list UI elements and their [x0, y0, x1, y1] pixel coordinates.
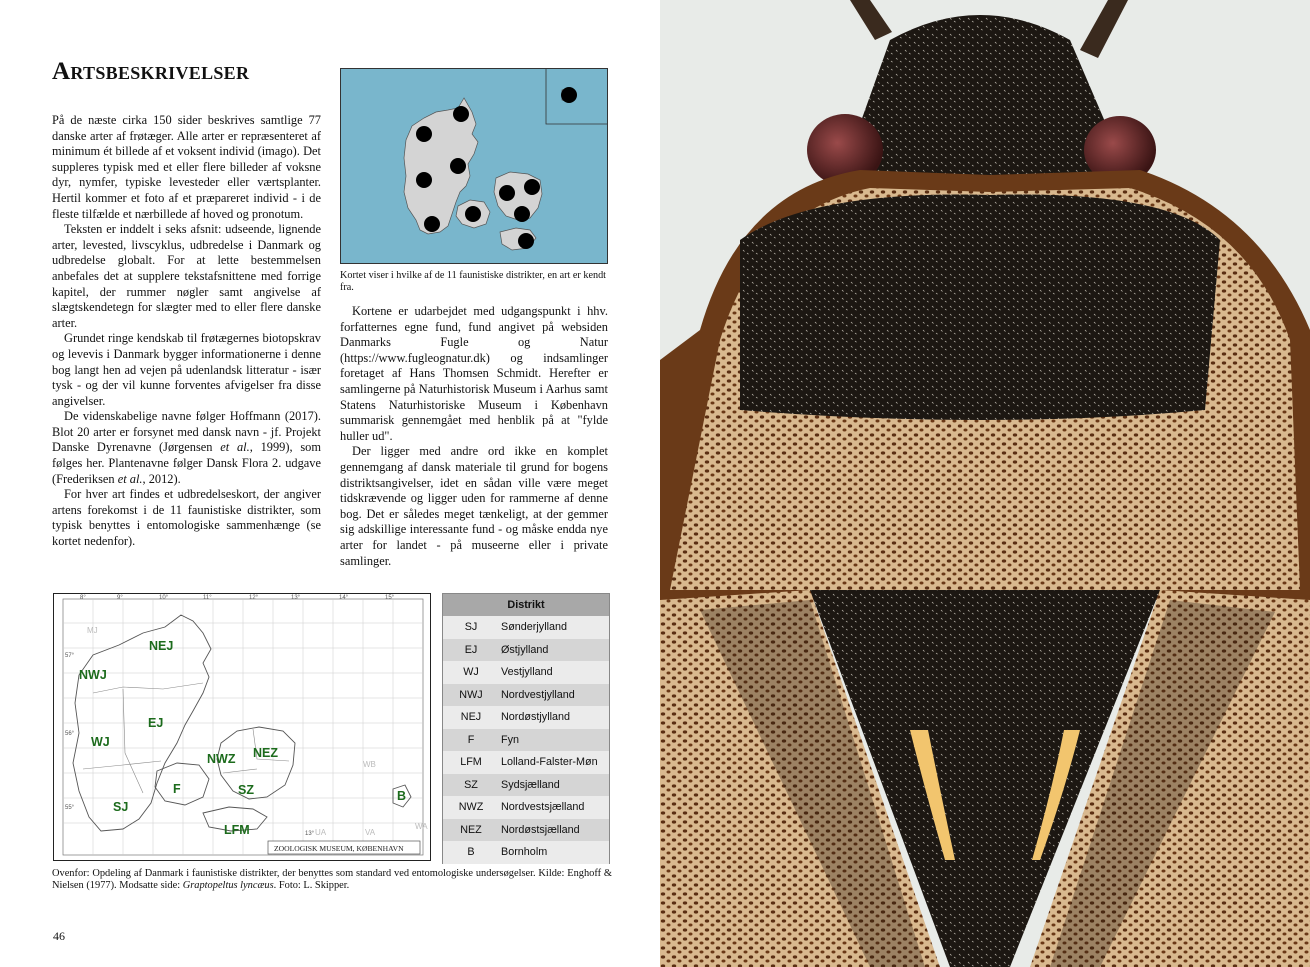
paragraph: For hver art findes et udbredelseskort, der angiver artens forekomst i de 11 faunistiske distrikter, som typisk benyttes i entomologiske sammenhænge (se kortet nedenfor). — [52, 487, 321, 549]
lat-label: 56° — [65, 731, 75, 737]
district-label-f: F — [173, 782, 181, 796]
district-table — [442, 593, 610, 864]
lat-label: 55° — [65, 805, 75, 811]
lon-label: 11° — [203, 595, 212, 601]
district-label-nez: NEZ — [253, 746, 278, 760]
paragraph: Teksten er inddelt i seks afsnit: udseende, lignende arter, levested, livscyklus, udbredelse i Danmark og udbredelse globalt. For at lette bestemmelsen anbefales det at supplere tekstafsnittene med forrige kapitel, der rummer nøgler samt angivelse af slægtskendetegn for slægter med to eller flere danske arter. — [52, 222, 321, 330]
district-label-b: B — [397, 789, 407, 803]
presence-dot — [450, 158, 466, 174]
table-header: Distrikt — [443, 594, 609, 616]
lon-label: 9° — [117, 595, 123, 601]
district-label-ej: EJ — [148, 716, 164, 730]
table-row: SJ Sønderjylland — [443, 616, 609, 639]
right-page — [660, 0, 1310, 967]
presence-dot — [416, 126, 432, 142]
faded-label: WA — [415, 822, 428, 831]
district-label-nwz: NWZ — [207, 752, 236, 766]
district-map — [53, 593, 431, 861]
table-row: WJ Vestjylland — [443, 661, 609, 684]
district-label-wj: WJ — [91, 735, 110, 749]
faded-label: UA — [315, 828, 327, 837]
paragraph: Kortene er udarbejdet med udgangspunkt i hhv. forfatternes egne fund, fund angivet på websiden Danmarks Fugle og Natur (https://www.fugleognatur.dk) og indsamlinger foretaget af Hans Thomsen Schmidt. Herefter er samlingerne på Naturhistorisk Museum i Aarhus samt Statens Naturhistoriske Museum i København summarisk gennemgået med henblik på at "fylde huller ud". — [340, 304, 608, 443]
table-row: NEJ Nordøstjylland — [443, 706, 609, 729]
district-label-nej: NEJ — [149, 639, 174, 653]
lat-label: 57° — [65, 653, 75, 659]
presence-dot — [518, 233, 534, 249]
table-row: NEZ Nordøstsjælland — [443, 819, 609, 842]
presence-dot — [499, 185, 515, 201]
page-heading: Artsbeskrivelser — [52, 58, 250, 85]
lon-label: 13° — [305, 831, 315, 837]
table-row: NWJ Nordvestjylland — [443, 684, 609, 707]
lon-label: 15° — [385, 595, 395, 601]
district-label-lfm: LFM — [224, 823, 250, 837]
faded-label: VA — [365, 828, 376, 837]
distribution-map — [340, 68, 608, 264]
lon-label: 10° — [159, 595, 169, 601]
table-row: B Bornholm — [443, 841, 609, 864]
presence-dot — [453, 106, 469, 122]
insect-photo — [660, 0, 1310, 967]
paragraph: Grundet ringe kendskab til frøtægernes biotopskrav og levevis i Danmark bygger informationerne i denne bog langt hen ad vejen på udenlandsk litteratur - især tysk - og der vil kunne forventes afvigelser fra disse angivelser. — [52, 331, 321, 408]
lon-label: 8° — [80, 595, 86, 601]
presence-dot — [514, 206, 530, 222]
table-row: LFM Lolland-Falster-Møn — [443, 751, 609, 774]
district-label-sj: SJ — [113, 800, 129, 814]
paragraph: På de næste cirka 150 sider beskrives samtlige 77 danske arter af frøtæger. Alle arter er repræsenteret af minimum ét billede af et voksent individ (imago). Det suppleres typisk med et eller flere billeder af voksne dyr, nymfer, typiske levesteder eller værtsplanter. Hertil kommer et foto af et præpareret individ - i de fleste tilfælde et nærbillede af hoved og pronotum. — [52, 113, 321, 221]
presence-dot — [524, 179, 540, 195]
lon-label: 14° — [339, 595, 349, 601]
faded-label: WB — [363, 760, 376, 769]
lon-label: 13° — [291, 595, 301, 601]
faded-label: MJ — [87, 626, 98, 635]
figure-caption: Ovenfor: Opdeling af Danmark i faunistiske distrikter, der benyttes som standard ved entomologiske undersøgelser. Kilde: Enghoff & Nielsen (1977). Modsatte side: Graptopeltus lyncæus. Foto: L. Skipper. — [52, 868, 612, 891]
presence-dot — [424, 216, 440, 232]
paragraph: Der ligger med andre ord ikke en komplet gennemgang af dansk materiale til grund for bogens distriktsangivelser, idet en sådan ville være meget tidskrævende og ligger uden for rammerne af denne bog. Det er således meget tænkeligt, at der gemmer sig adskillige interessante fund - og måske endda nye arter for landet - på museerne eller i private samlinger. — [340, 444, 608, 568]
presence-dot — [465, 206, 481, 222]
table-row: EJ Østjylland — [443, 639, 609, 662]
presence-dot — [416, 172, 432, 188]
table-row: F Fyn — [443, 729, 609, 752]
map-credit: ZOOLOGISK MUSEUM, KØBENHAVN — [274, 844, 404, 853]
presence-dot — [561, 87, 577, 103]
text-column-left — [52, 113, 321, 550]
map-caption: Kortet viser i hvilke af de 11 faunistiske distrikter, en art er kendt fra. — [340, 270, 606, 293]
text-column-right — [340, 304, 608, 569]
table-row: NWZ Nordvestsjælland — [443, 796, 609, 819]
district-label-sz: SZ — [238, 783, 254, 797]
lon-label: 12° — [249, 595, 259, 601]
page-number: 46 — [53, 929, 65, 943]
table-row: SZ Sydsjælland — [443, 774, 609, 797]
district-label-nwj: NWJ — [79, 668, 107, 682]
paragraph: De videnskabelige navne følger Hoffmann (2017). Blot 20 arter er forsynet med dansk navn - jf. Projekt Danske Dyrenavne (Jørgensen et al., 1999), som følges her. Plantenavne følger Dansk Flora 2. udgave (Frederiksen et al., 2012). — [52, 409, 322, 486]
